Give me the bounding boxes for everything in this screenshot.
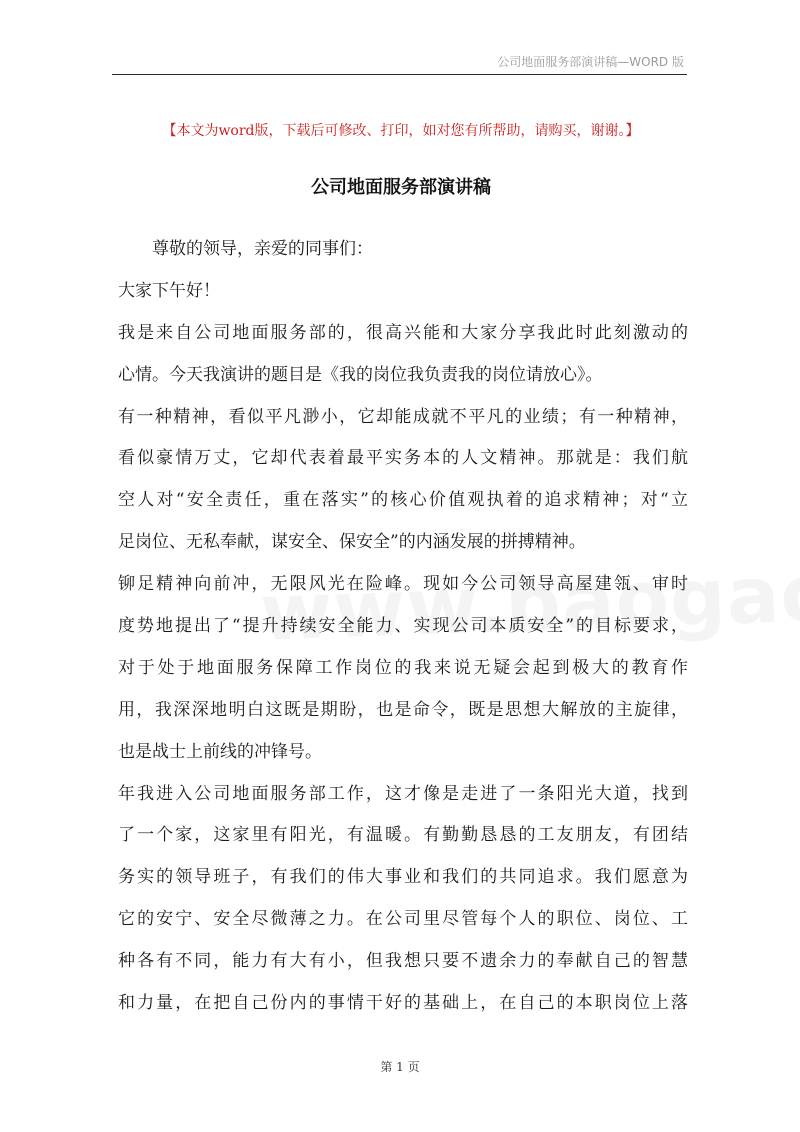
body-line: 空人对“安全责任，重在落实”的核心价值观执着的追求精神；对“立: [118, 490, 688, 511]
body-line: 和力量，在把自己份内的事情干好的基础上，在自己的本职岗位上落: [118, 993, 688, 1014]
page-number: 第 1 页: [380, 1060, 420, 1074]
body-line: 铆足精神向前冲，无限风光在险峰。现如今公司领导高屋建瓴、审时: [118, 574, 688, 595]
body-line: 种各有不同，能力有大有小，但我想只要不遗余力的奉献自己的智慧: [118, 951, 688, 972]
running-header: 公司地面服务部演讲稿—WORD 版: [497, 55, 684, 69]
salutation-line: 尊敬的领导，亲爱的同事们：: [152, 239, 373, 259]
document-title: 公司地面服务部演讲稿: [311, 177, 491, 198]
download-notice: 【本文为word版，下载后可修改、打印，如对您有所帮助，请购买，谢谢。】: [162, 123, 640, 139]
body-line: 对于处于地面服务保障工作岗位的我来说无疑会起到极大的教育作: [118, 657, 688, 678]
body-line: 用，我深深地明白这既是期盼，也是命令，既是思想大解放的主旋律，: [118, 699, 688, 720]
body-line: 年我进入公司地面服务部工作，这才像是走进了一条阳光大道，找到: [118, 783, 688, 804]
header-rule: [112, 74, 687, 75]
body-line: 心情。今天我演讲的题目是《我的岗位我负责我的岗位请放心》。: [118, 364, 603, 385]
greeting-line: 大家下午好！: [118, 280, 220, 301]
document-body: [118, 229, 688, 1025]
body-line: 它的安宁、安全尽微薄之力。在公司里尽管每个人的职位、岗位、工: [118, 909, 688, 930]
body-line: 看似豪情万丈，它却代表着最平实务本的人文精神。那就是：我们航: [118, 448, 688, 469]
body-line: 度势地提出了“提升持续安全能力、实现公司本质安全”的目标要求，: [118, 616, 688, 637]
body-line: 我是来自公司地面服务部的，很高兴能和大家分享我此时此刻激动的: [118, 322, 688, 343]
body-line: 有一种精神，看似平凡渺小，它却能成就不平凡的业绩；有一种精神，: [118, 406, 688, 427]
body-line: 了一个家，这家里有阳光，有温暖。有勤勤恳恳的工友朋友，有团结: [118, 825, 688, 846]
body-line: 务实的领导班子，有我们的伟大事业和我们的共同追求。我们愿意为: [118, 867, 688, 888]
body-line: 足岗位、无私奉献，谋安全、保安全”的内涵发展的拼搏精神。: [118, 532, 586, 553]
body-line: 也是战士上前线的冲锋号。: [118, 741, 322, 762]
